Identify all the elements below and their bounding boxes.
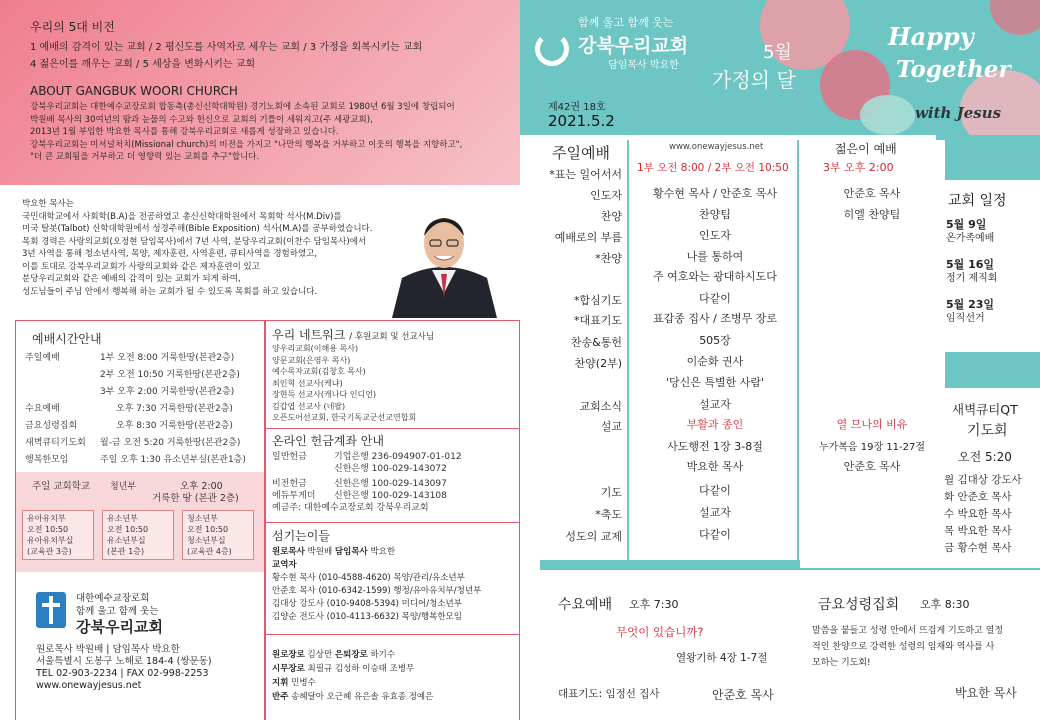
young-column-bg (800, 140, 945, 568)
qt-day: 금 (944, 542, 955, 554)
worship-time-label: 새벽큐티기도회 (25, 438, 86, 448)
vision-line: 1 예배의 감격이 있는 교회 / 2 평신도를 사역자로 세우는 교회 / 3 가정을 회복시키는 교회 (30, 42, 423, 53)
order-item-main: 사도행전 1장 3-8절 (667, 440, 763, 453)
order-item-label: *찬양 (595, 252, 622, 265)
role-label: 담임목사 (334, 547, 368, 557)
together-text: Together (896, 56, 1011, 83)
youth-time: 오후 2:00 (180, 481, 223, 492)
schedule-event: 온가족예배 (946, 233, 995, 244)
network-subtitle: / 후원교회 및 선교사님 (349, 332, 435, 342)
youth-place: 거룩한 땅 (본관 2층) (152, 493, 239, 504)
pastor-bio-line: 목회 경력은 사랑의교회(오정현 담임목사)에서 7년 사역, 분당우리교회(이찬수 담임목사)에서 (22, 236, 367, 247)
schedule-date: 5월 16일 (946, 258, 995, 271)
order-item-label: *합심기도 (573, 294, 622, 307)
role-label: 반주 (272, 692, 289, 702)
cross-logo-icon (36, 592, 66, 628)
header-month: 5월 (763, 42, 792, 63)
worship-time-value: 1부 오전 8:00 거룩한땅(본관2층) (100, 353, 235, 363)
worship-time-row (25, 369, 265, 386)
network-title-text: 우리 네트워크 (272, 328, 346, 342)
order-item-main: 다같이 (699, 528, 731, 541)
wed-sermon: 무엇이 있습니까? (616, 625, 704, 639)
staff-line: 안준호 목사 (010-6342-1599) 행정/유아유치부/청년부 (272, 586, 482, 596)
fri-time: 오후 8:30 (920, 598, 970, 611)
order-item-main: 박요한 목사 (686, 460, 744, 473)
with-jesus-text: with Jesus (915, 104, 1002, 122)
pastor-bio-line: 국민대학교에서 사회학(B.A)을 전공하였고 총신신학대학원에서 목회학 석사(M.Div)를 (22, 211, 342, 222)
worship-time-row (25, 352, 265, 369)
worship-time-label: 수요예배 (25, 404, 60, 414)
about-line: 2013년 1월 부임한 박요한 목사를 통해 강북우리교회로 새롭게 성장하고 있습니다. (30, 127, 339, 137)
pastor-bio (22, 198, 382, 298)
qt-leader: 황수현 목사 (957, 542, 1012, 554)
qt-row (944, 506, 1022, 523)
schedule-event: 정기 제직회 (946, 273, 998, 284)
worship-time-value: 오후 7:30 거룩한땅(본관2층) (116, 404, 233, 414)
order-item-label: 예배로의 부름 (554, 231, 622, 244)
order-item-main: 표갑종 집사 / 조병무 장로 (653, 312, 777, 325)
offering-row (272, 490, 517, 502)
offering-label: 비전헌금 (272, 479, 307, 489)
vision-title: 우리의 5대 비전 (30, 20, 115, 34)
role-name: 박원배 (304, 547, 335, 557)
qt-leader: 안준호 목사 (957, 491, 1012, 503)
dept-time: 오전 10:50 (27, 525, 69, 534)
wed-time: 오후 7:30 (629, 598, 679, 611)
wed-prayer: 대표기도: 임정선 집사 (558, 688, 660, 700)
order-item-young: 히엘 찬양팀 (843, 208, 901, 221)
servants-line (272, 546, 481, 559)
offering-account: 신한은행 100-029-143108 (334, 491, 447, 501)
network-item: 양우리교회(이해용 목사) (272, 344, 359, 353)
about-line: 박원배 목사의 30여년의 땀과 눈물의 수고와 헌신으로 교회의 기틀이 세워지고(주 세광교회), (30, 114, 373, 125)
church-logo-icon (535, 32, 569, 66)
offering-title: 온라인 헌금계좌 안내 (272, 434, 384, 448)
dept-card (182, 510, 254, 560)
order-item-main: 부활과 종인 (686, 418, 744, 431)
qt-leader: 김대상 강도사 (957, 474, 1022, 486)
contact-info (36, 644, 212, 692)
servants-title: 섬기는이들 (272, 529, 330, 543)
schedule-date: 5월 23일 (946, 298, 995, 311)
worship-time-value: 오후 8:30 거룩한땅(본관2층) (116, 421, 233, 431)
offering-account: 기업은행 236-094907-01-012 (334, 452, 462, 462)
worship-times-title: 예배시간안내 (32, 332, 102, 346)
role-label: 시무장로 (272, 664, 305, 674)
network-title (272, 326, 434, 343)
pastor-bio-title: 박요한 목사는 (22, 199, 74, 209)
elders-line (272, 662, 433, 676)
network-item: 장현득 선교사(캐나다 인디언) (272, 390, 377, 399)
network-item: 양문교회(은영우 목사) (272, 355, 351, 365)
qt-leader: 박요한 목사 (957, 508, 1012, 520)
schedule-date: 5월 9일 (946, 218, 987, 231)
order-item-main: 나를 통하여 (686, 250, 744, 263)
order-item-main: 황수현 목사 / 안준호 목사 (653, 187, 777, 200)
worship-time-label: 주일예배 (25, 353, 60, 363)
contact-address: 서울특별시 도봉구 노해로 184-4 (쌍문동) (36, 656, 212, 667)
dept-place: 유아유치부실 (27, 536, 74, 545)
dept-list (22, 510, 262, 560)
vision-panel (0, 0, 520, 185)
dept-place: 청소년부실 (187, 536, 226, 545)
pastor-bio-line: 성도님들이 주님 안에서 행복해 하는 교회가 될 수 있도록 목회를 하고 있습니다. (22, 286, 318, 297)
qt-day: 수 (944, 508, 955, 520)
staff-line: 김양순 전도사 (010-4113-6632) 목양/행복한모임 (272, 612, 462, 622)
order-item-main: 505장 (699, 334, 731, 347)
worship-time-label (25, 386, 100, 403)
role-label: 지휘 (272, 678, 289, 688)
role-name: 하기수 (367, 650, 396, 660)
role-label: 은퇴장로 (334, 650, 368, 660)
pastor-bio-line: 미국 탈봇(Talbot) 신학대학원에서 성경주해(Bible Exposition) 석사(M.A)를 공부하였습니다. (22, 224, 373, 234)
offering-row (272, 463, 517, 478)
contact-tagline: 함께 울고 함께 웃는 (76, 606, 159, 617)
schedule-list (946, 218, 997, 326)
header-theme: 가정의 달 (712, 68, 796, 92)
young-worship-time: 3부 오후 2:00 (823, 161, 894, 174)
order-item-label: 성도의 교제 (565, 530, 622, 543)
schedule-event: 임직선거 (946, 313, 985, 324)
dept-place: 유소년부실 (107, 536, 146, 545)
fri-line: 말씀을 붙들고 성령 안에서 뜨겁게 기도하고 열정 (812, 626, 1004, 636)
elders-line (272, 676, 433, 690)
vision-line: 4 젊은이를 깨우는 교회 / 5 세상을 변화시키는 교회 (30, 59, 256, 70)
worship-time-label (25, 369, 100, 386)
offering-row (272, 478, 517, 490)
dept-building: (본관 1층) (107, 547, 145, 556)
qt-day: 화 (944, 491, 955, 503)
order-item-young: 열 므나의 비유 (836, 418, 908, 431)
issue-date: 2021.5.2 (548, 112, 615, 130)
worship-time-row (25, 454, 265, 471)
dept-name: 유아유치부 (27, 514, 66, 523)
network-list (272, 343, 416, 424)
qt-row (944, 540, 1022, 557)
order-item-label: *축도 (595, 508, 622, 521)
qt-row (944, 489, 1022, 506)
order-item-young: 누가복음 19장 11-27절 (818, 442, 926, 453)
offering-accounts (272, 451, 517, 514)
order-item-label: *대표기도 (573, 314, 622, 327)
pastor-photo (372, 198, 517, 318)
wed-text: 열왕기하 4장 1-7절 (676, 652, 768, 664)
order-item-main: 다같이 (699, 484, 731, 497)
role-name: 송혜달아 오근혜 유은솔 유효종 정예은 (288, 692, 434, 702)
order-item-main: 이순화 권사 (686, 355, 744, 368)
contact-phone: TEL 02-903-2234 | FAX 02-998-2253 (36, 668, 209, 679)
offering-label (272, 463, 334, 478)
order-item-young: 안준호 목사 (843, 460, 901, 473)
qt-title: 새벽큐티QT (952, 402, 1018, 417)
worship-time-row (25, 437, 265, 454)
order-times: 1부 오전 8:00 / 2부 오전 10:50 (637, 162, 789, 174)
servants-line (272, 559, 481, 572)
order-item-main: 찬양팀 (699, 208, 731, 221)
fri-title: 금요성령집회 (818, 597, 900, 613)
order-item-main: 다같이 (699, 292, 731, 305)
staff-line: 황수현 목사 (010-4588-4620) 목양/관리/유소년부 (272, 573, 465, 583)
offering-account: 신한은행 100-029-143072 (334, 464, 447, 474)
fri-preacher: 박요한 목사 (955, 686, 1017, 700)
worship-time-value: 3부 오후 2:00 거룩한땅(본관2층) (100, 387, 235, 397)
young-worship-title: 젊은이 예배 (835, 142, 897, 156)
staff-line: 김대상 강도사 (010-9408-5394) 미디어/청소년부 (272, 599, 462, 609)
contact-website[interactable]: www.onewayjesus.net (36, 680, 142, 691)
order-website: www.onewayjesus.net (669, 142, 764, 152)
worship-time-value: 주일 오후 1:30 유소년부실(본관1층) (100, 455, 246, 465)
dept-building: (교육관 4층) (187, 547, 232, 556)
qt-list (944, 472, 1022, 557)
network-item: 예수목자교회(김창호 목사) (272, 367, 366, 376)
pastor-bio-line: 3년 사역을 통해 청소년사역, 목양, 제자훈련, 사역훈련, 큐티사역을 경험하였고, (22, 249, 318, 259)
order-item-main: 설교자 (699, 398, 731, 411)
order-item-main: 주 여호와는 광대하시도다 (653, 270, 777, 283)
dept-time: 오전 10:50 (107, 525, 149, 534)
order-item-label: 찬양 (600, 210, 622, 223)
about-line: 강북우리교회는 대한예수교장로회 합동측(총신신학대학원) 경기노회에 소속된 교회로 1980년 6월 3일에 창립되어 (30, 102, 455, 112)
qt-row (944, 472, 1022, 489)
order-title: 주일예배 (552, 144, 610, 162)
order-item-label: 설교 (600, 420, 622, 433)
header-church-name: 강북우리교회 (578, 35, 689, 57)
worship-time-value: 2부 오전 10:50 거룩한땅(본관2층) (100, 370, 240, 380)
qt-day: 월 (944, 474, 955, 486)
flower-decoration (990, 0, 1040, 35)
network-item: 오픈도어선교회, 한국기독교군선교연합회 (272, 413, 417, 422)
role-label: 원로목사 (272, 547, 305, 557)
qt-row (944, 523, 1022, 540)
wed-preacher: 안준호 목사 (712, 688, 774, 702)
order-item-label: 기도 (600, 486, 622, 499)
offering-account: 신한은행 100-029-143097 (334, 479, 447, 489)
issue-number: 제42권 18호 (548, 102, 606, 113)
order-item-main: 설교자 (699, 506, 731, 519)
order-item-label: 찬양(2부) (574, 357, 622, 370)
dept-time: 오전 10:50 (187, 525, 229, 534)
fri-line: 모하는 기도회! (812, 658, 871, 668)
order-item-label: 교회소식 (579, 400, 622, 413)
offering-label: 일반헌금 (272, 452, 307, 462)
divider (266, 428, 519, 429)
qt-subtitle: 기도회 (967, 423, 1008, 439)
leaf-decoration (860, 95, 915, 135)
happy-text: Happy (888, 22, 974, 51)
servants-list (272, 546, 481, 624)
wed-title: 수요예배 (558, 597, 613, 613)
divider (266, 634, 519, 635)
contact-church-name: 강북우리교회 (76, 618, 163, 636)
dept-name: 청소년부 (187, 514, 218, 523)
worship-times-list (25, 352, 265, 471)
order-item-main: 인도자 (699, 229, 731, 242)
dept-name: 유소년부 (107, 514, 138, 523)
elders-line (272, 648, 433, 662)
worship-time-label: 행복한모임 (25, 455, 69, 465)
pastor-bio-line: 분당우리교회와 같은 예배의 감격이 있는 교회가 되게 하여, (22, 274, 241, 284)
role-label: 교역자 (272, 560, 297, 570)
elders-line (272, 690, 433, 704)
role-name: 박요한 (367, 547, 396, 557)
dept-building: (교육관 3층) (27, 547, 72, 556)
order-item-label: *표는 일어서서 (549, 168, 622, 181)
order-item-label: 찬송&통헌 (570, 336, 622, 349)
role-name: 김상만 (304, 650, 335, 660)
fri-description (812, 623, 1003, 671)
pastor-bio-line: 이를 토대로 강북우리교회가 사랑의교회와 같은 제자훈련이 있고 (22, 261, 260, 272)
header-pastor: 담임목사 박요한 (608, 60, 679, 71)
about-text (30, 101, 462, 164)
role-name: 최필규 김성하 이승태 조병무 (304, 664, 415, 674)
qt-leader: 박요한 목사 (957, 525, 1012, 537)
qt-time: 오전 5:20 (958, 450, 1012, 464)
offering-row (272, 451, 517, 463)
elders-list (272, 648, 433, 704)
church-school-title: 주일 교회학교 (32, 481, 91, 492)
contact-pastors: 원로목사 박원배 | 담임목사 박요한 (36, 644, 180, 655)
worship-time-value: 월-금 오전 5:20 거룩한땅(본관2층) (100, 438, 241, 448)
divider (266, 522, 519, 523)
offering-holder: 예금주: 대한예수교장로회 강북우리교회 (272, 503, 429, 513)
header-tagline: 함께 울고 함께 웃는 (578, 16, 674, 29)
order-item-label: 인도자 (590, 189, 622, 202)
dept-card (22, 510, 94, 560)
about-line: "더 큰 교회됨을 거부하고 더 영향력 있는 교회를 추구"합니다. (30, 152, 260, 162)
dept-card (102, 510, 174, 560)
order-item-main: '당신은 특별한 사람' (665, 376, 765, 389)
about-title: ABOUT GANGBUK WOORI CHURCH (30, 84, 238, 98)
role-label: 원로장로 (272, 650, 305, 660)
youth-label: 청년부 (110, 482, 137, 492)
order-item-young: 안준호 목사 (843, 187, 901, 200)
contact-denomination: 대한예수교장로회 (76, 593, 150, 604)
worship-time-row (25, 386, 265, 403)
schedule-title: 교회 일정 (948, 193, 1007, 209)
about-line: 강북우리교회는 미셔널처치(Missional church)의 비전을 가지고 "나만의 행복을 거부하고 이웃의 행복을 지향하고", (30, 139, 463, 150)
fri-line: 적인 찬양으로 강력한 성령의 임재와 역사를 사 (812, 642, 995, 652)
qt-day: 목 (944, 525, 955, 537)
worship-time-row (25, 403, 265, 420)
worship-time-row (25, 420, 265, 437)
network-item: 김갑엽 선교사 (네팔) (272, 401, 346, 411)
network-item: 최인혁 선교사(케냐) (272, 378, 343, 388)
worship-time-label: 금요성령집회 (25, 421, 78, 431)
role-name: 민병수 (288, 678, 316, 688)
offering-label: 에듀투게더 (272, 491, 316, 501)
